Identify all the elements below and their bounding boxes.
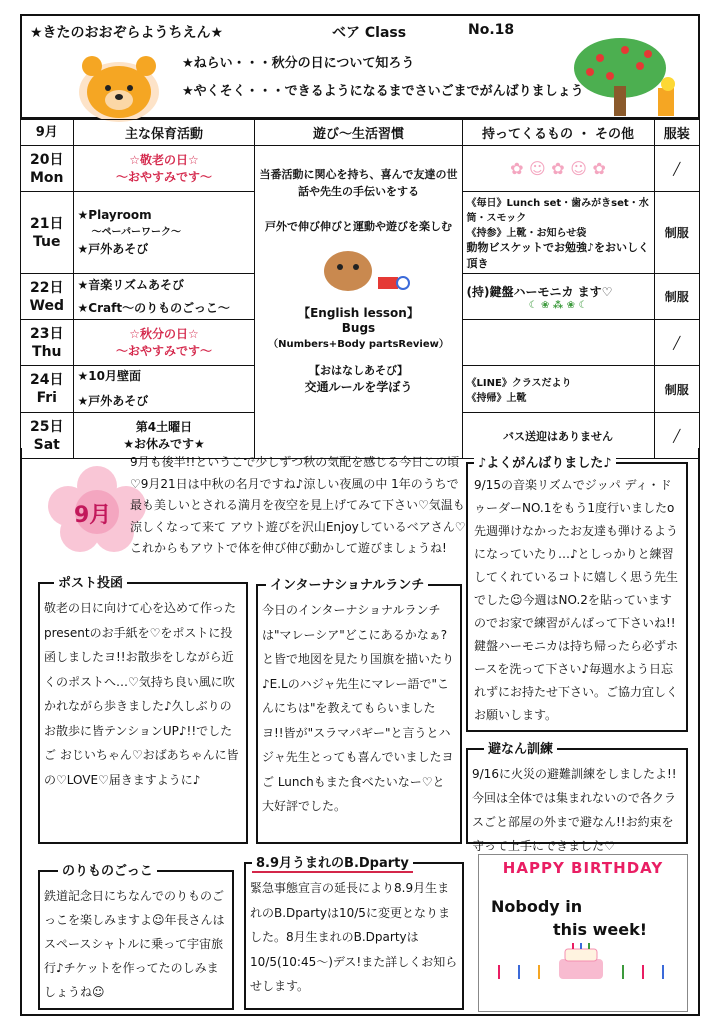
activity-cell: ★音楽リズムあそび ★Craft～のりものごっこ～ — [73, 274, 255, 320]
drill-text: 9/16に火災の避難訓練をしましたよ!!今回は全体では集まれないので各クラスごと部屋の外まで避なん!!お約束を守って上手にできました♡ — [472, 767, 677, 853]
lunch-title: インターナショナルランチ — [266, 574, 428, 593]
month-badge: 9月 — [74, 503, 112, 528]
promise-line: ★やくそく・・・できるようになるまでさいごまでがんばりましょう — [182, 84, 584, 99]
bring-header: 持ってくるもの ・ その他 — [462, 120, 654, 146]
schedule-table — [20, 119, 700, 459]
birthday-line2: this week! — [553, 920, 648, 939]
table-row — [21, 146, 700, 192]
norimono-title: のりものごっこ — [58, 860, 157, 879]
bring-cell: (持)鍵盤ハーモニカ ます♡ ☾ ❀ ⁂ ❀ ☾ — [462, 274, 654, 320]
bring-cell: 《LINE》クラスだより 《持帰》上靴 — [462, 366, 654, 413]
date-cell: 23日 Thu — [21, 320, 74, 366]
activity-cell: ☆敬老の日☆ ～おやすみです～ — [73, 146, 255, 192]
class-label: ベア Class — [332, 25, 407, 41]
bd-party-title: 8.9月うまれのB.Dparty — [252, 852, 413, 873]
mascot-illustration — [298, 241, 418, 297]
bd-party-text: 緊急事態宣言の延長により8.9月生まれのB.Dpartyは10/5に変更となりました。8月生まれのB.Dpartyは10/5(10:45～)デス!また詳しくお知らせします。 — [250, 881, 458, 993]
clothes-cell: 制服 — [654, 366, 700, 413]
post-title: ポスト投函 — [54, 572, 127, 591]
activity-cell: 第4土曜日 ★お休みです★ — [73, 413, 255, 459]
birthday-card — [478, 854, 688, 1012]
goal-line: ★ねらい・・・秋分の日について知ろう — [182, 56, 415, 71]
bring-cell: 《毎日》Lunch set・歯みがきset・水筒・スモック 《持参》上靴・お知らせ袋 動物ビスケットでお勉強♪をおいしく頂き — [462, 192, 654, 274]
norimono-text: 鉄道記念日にちなんでのりものごっこを楽しみますよ☺年長さんはスペースシャトルに乗って宇宙旅行♪チケットを作ってたのしみましょうね☺ — [44, 889, 225, 999]
post-text: 敬老の日に向けて心を込めて作ったpresentのお手紙を♡をポストに投函しましたヨ!!お散歩をしながら近くのポストへ…♡気持ち良い風に吹かれながら歩きました♪久しぶりのお散歩に皆テンションUP♪!!でしたご おじいちゃん♡おばあちゃんに皆の♡LOVE♡届きますように♪ — [44, 601, 239, 787]
birthday-line1: Nobody in — [491, 897, 583, 916]
birthday-banner: HAPPY BIRTHDAY — [502, 859, 664, 877]
apple-tree-illustration — [570, 36, 688, 118]
cake-icon — [479, 939, 687, 983]
month-header: 9月 — [21, 120, 74, 146]
header-box — [20, 14, 700, 119]
date-cell: 25日 Sat — [21, 413, 74, 459]
issue-number: No.18 — [468, 22, 515, 38]
date-cell: 21日 Tue — [21, 192, 74, 274]
clothes-header: 服装 — [654, 120, 700, 146]
activity-cell: ★Playroom ～ペーパーワーク～ ★戸外あそび — [73, 192, 255, 274]
bear-illustration — [74, 52, 164, 124]
activity-cell: ★10月壁面 ★戸外あそび — [73, 366, 255, 413]
clothes-cell: ╱ — [654, 146, 700, 192]
date-cell: 22日 Wed — [21, 274, 74, 320]
lunch-text: 今日のインターナショナルランチは"マレーシア"どこにあるかなぁ?と皆で地図を見たり国旗を描いたり♪E.Lのハジャ先生にマレー語で"こんにちは"を教えてもらいましたヨ!!皆が"スラマパギー"と言うとハジャ先生とっても喜んでいましたヨご Lunchもまた食べたいなー♡と大好評でした。 — [262, 603, 455, 813]
activity-cell: ☆秋分の日☆ ～おやすみです～ — [73, 320, 255, 366]
date-cell: 20日 Mon — [21, 146, 74, 192]
clothes-cell: 制服 — [654, 192, 700, 274]
bring-cell — [462, 320, 654, 366]
ganbari-text: 9/15の音楽リズムでジッパ ディ・ドゥーダーNO.1をもう1度行いましたo先週弾けなかったお友達も弾けるようになっていたり…♪としっかりと練習してくれているコトに嬉しく思う先生でした☺今週はNO.2を貼っていますのでお家で練習がんばって下さいね!!鍵盤ハーモニカは持ち帰ったら必ずホースを洗って下さい♪毎週水よう日忘れずにお持たせ下さい。ご協力宜しくお願いします。 — [474, 478, 679, 722]
autumn-grass-icon: ☾ ❀ ⁂ ❀ ☾ — [528, 299, 588, 311]
school-name: ★きたのおおぞらようちえん★ — [30, 25, 224, 41]
ganbari-title: ♪よくがんばりました♪ — [474, 452, 616, 471]
flowers-kids-icon: ✿ ☺ ✿ ☺ ✿ — [510, 159, 606, 178]
clothes-cell: ╱ — [654, 413, 700, 459]
clothes-cell: ╱ — [654, 320, 700, 366]
play-header: 遊び～生活習慣 — [255, 120, 462, 146]
date-cell: 24日 Fri — [21, 366, 74, 413]
bring-cell — [462, 146, 654, 192]
clothes-cell: 制服 — [654, 274, 700, 320]
bring-cell: バス送迎はありません — [462, 413, 654, 459]
drill-title: 避なん訓練 — [484, 738, 557, 757]
play-cell: 当番活動に関心を持ち、喜んで友達の世話や先生の手伝いをする 戸外で伸び伸びと運動や遊びを楽しむ 【English lesson】 Bugs （Numbers+Body partsReview） 【おはなしあそび】 交通ルールを学ぼう — [255, 146, 462, 459]
intro-text: 9月も後半!!というこで少しずつ秋の気配を感じる今日この頃♡9月21日は中秋の名月ですね♪涼しい夜風の中 1年のうちで最も美しいとされる満月を夜空を見上げてみて下さい♡気温も涼しくなって来て アウト遊びを沢山Enjoyしているベアさん♡これからもアウトで体を伸び伸び動かして遊びましょうね! — [130, 455, 466, 555]
activity-header: 主な保育活動 — [73, 120, 255, 146]
